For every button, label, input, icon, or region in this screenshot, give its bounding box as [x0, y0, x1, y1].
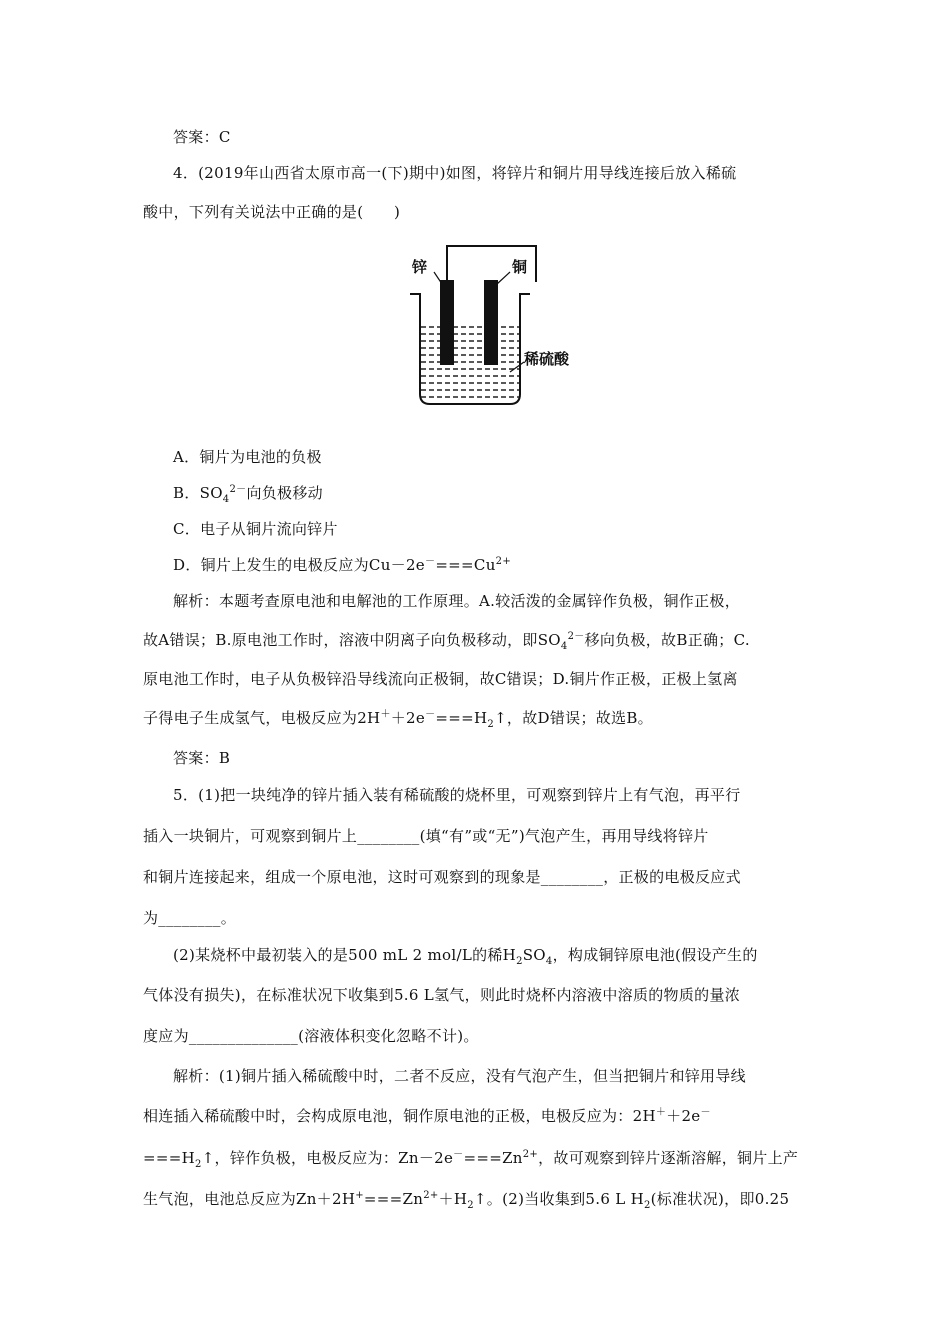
q4-stem-line1: 4．(2019年山西省太原市高一(下)期中)如图，将锌片和铜片用导线连接后放入稀硫 — [173, 164, 737, 182]
q5-part1-line2: 插入一块铜片，可观察到铜片上________(填“有”或“无”)气泡产生，再用导线将锌片 — [143, 827, 709, 845]
q4-option-c: C．电子从铜片流向锌片 — [173, 520, 338, 538]
previous-answer: 答案：C — [173, 128, 231, 146]
q4-analysis-line4: 子得电子生成氢气，电极反应为$2H^++2e^-===H_2↑$，故D错误；故选B。 — [143, 709, 653, 730]
q5-analysis-line1: 解析：(1)铜片插入稀硫酸中时，二者不反应，没有气泡产生，但当把铜片和锌用导线 — [173, 1067, 746, 1085]
copper-electrode — [484, 280, 498, 365]
galvanic-cell-diagram — [400, 244, 600, 414]
q5-analysis-line2: 相连插入稀硫酸中时，会构成原电池，铜作原电池的正极，电极反应为：2H＋＋2e－ — [143, 1107, 711, 1125]
q4-option-d: D．铜片上发生的电极反应为$Cu-2e^-===Cu^{2+}$ — [173, 556, 511, 574]
q5-part1-line3: 和铜片连接起来，组成一个原电池，这时可观察到的现象是________，正极的电极反应式 — [143, 868, 741, 886]
q4-analysis-line2: 故A错误；B.原电池工作时，溶液中阴离子向负极移动，即$SO_4^{2-}$移向负极，故B正确；C. — [143, 631, 750, 652]
q4-answer: 答案：B — [173, 749, 231, 767]
dilute-sulfuric-acid-label: 稀硫酸 — [524, 350, 570, 368]
q5-analysis-line4: 生气泡，电池总反应为$Zn+2H^+===Zn^{2+}+H_2↑$。(2)当收集到5.6 L $H_2$(标准状况)，即0.25 — [143, 1190, 790, 1211]
copper-label: 铜 — [512, 258, 528, 276]
q4-stem-line2: 酸中，下列有关说法中正确的是( ) — [143, 203, 401, 221]
q5-analysis-line3: $===H_2↑$，锌作负极，电极反应为：$Zn-2e^-===Zn^{2+}$，故可观察到锌片逐渐溶解，铜片上产 — [143, 1149, 799, 1170]
q5-part1-line4: 为________。 — [143, 909, 237, 927]
beaker — [410, 294, 530, 404]
galvanic-cell-figure — [400, 244, 600, 414]
zinc-electrode — [440, 280, 454, 365]
q5-part1-line1: 5．(1)把一块纯净的锌片插入装有稀硫酸的烧杯里，可观察到锌片上有气泡，再平行 — [173, 786, 741, 804]
zinc-label: 锌 — [412, 258, 428, 276]
q5-part2-line3: 度应为______________(溶液体积变化忽略不计)。 — [143, 1027, 479, 1045]
q4-option-b: B．$SO_4^{2-}$向负极移动 — [173, 484, 323, 505]
q4-analysis-line3: 原电池工作时，电子从负极锌沿导线流向正极铜，故C错误；D.铜片作正极，正极上氢离 — [143, 670, 738, 688]
q4-option-a: A．铜片为电池的负极 — [173, 448, 322, 466]
q4-analysis-line1: 解析：本题考查原电池和电解池的工作原理。A.较活泼的金属锌作负极，铜作正极， — [173, 592, 741, 610]
q5-part2-line1: (2)某烧杯中最初装入的是500 mL 2 mol/L的稀$H_2SO_4$，构成铜锌原电池(假设产生的 — [173, 946, 758, 967]
q5-part2-line2: 气体没有损失)，在标准状况下收集到5.6 L氢气，则此时烧杯内溶液中溶质的物质的量浓 — [143, 986, 741, 1004]
dilute-acid-solution — [421, 327, 519, 397]
